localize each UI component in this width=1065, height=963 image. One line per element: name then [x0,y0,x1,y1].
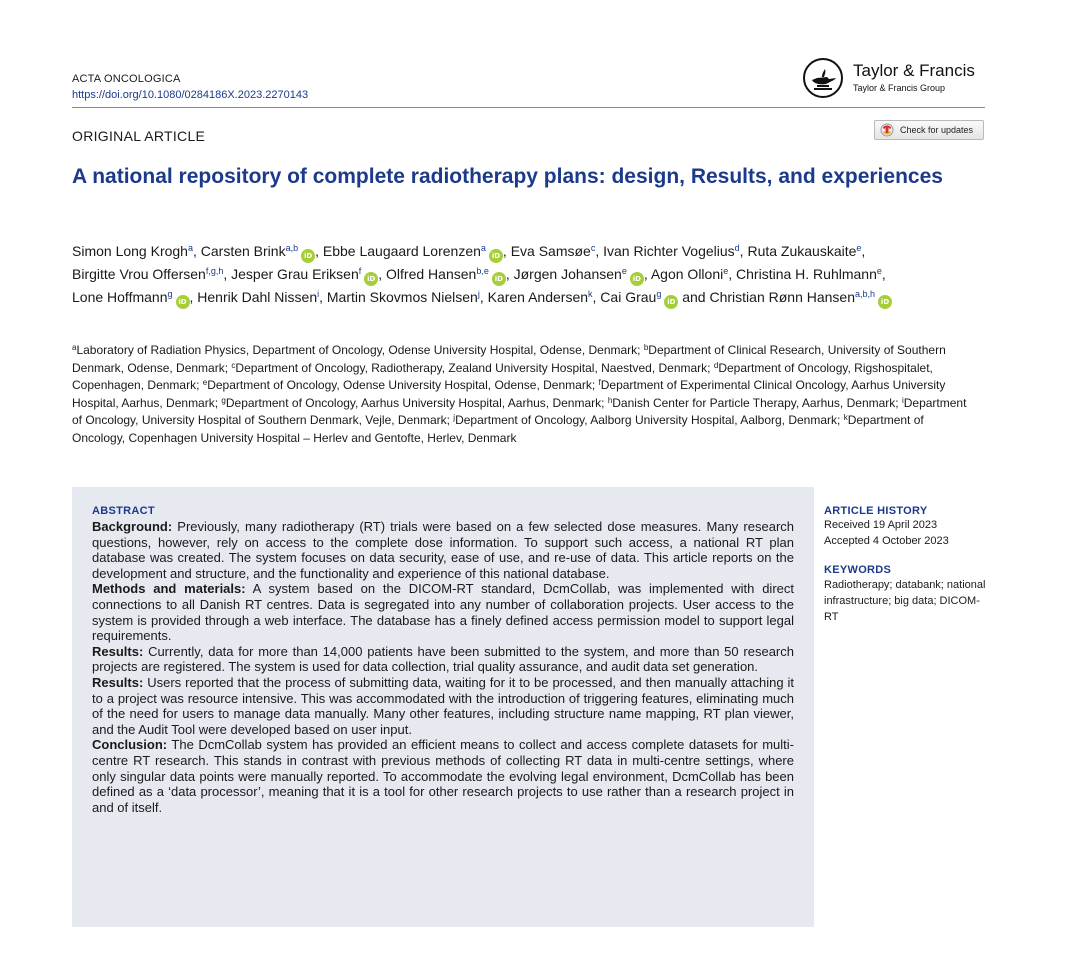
accepted-date: Accepted 4 October 2023 [824,535,949,547]
orcid-icon[interactable]: iD [176,295,190,309]
author-name: Birgitte Vrou Offersen [72,266,206,282]
orcid-icon[interactable]: iD [492,272,506,286]
author-affiliation-marker: e [856,243,862,253]
author-affiliation-marker: f [358,266,362,276]
author-name: Carsten Brink [200,243,286,259]
author [603,243,740,259]
author-name: Olfred Hansen [386,266,477,282]
author-list: Simon Long Krogh$^a$, Carsten Brink$^{a,b}$iD , Ebbe Laugaard Lorenzen$^a$iD , Eva Samsøe$^c$, Ivan Richter Vogelius$^d$, Ruta Zukauskaite$^e$, Birgitte Vrou Offersen$^{f,g,h}$, Jesper Grau Eriksen$^f$iD , Olfred Hansen$^{b,e}$iD , Jørgen Johansen$^e$iD , Agon Olloni$^e$, Christina H. Ruhlmann$^e$, Lone Hoffmann$^g$iD , Henrik Dahl Nissen$^i$, Martin Skovmos Nielsen$^j$, Karen Andersen$^k$, Cai Grau$^g$iD and Christian Rønn Hansen$^{a,b,h}$iD [72,240,977,309]
keywords-block [824,564,989,625]
affiliation-marker: g [221,395,226,405]
author-affiliation-marker: g [167,289,173,299]
author [327,289,480,305]
section-type: ORIGINAL ARTICLE [72,128,206,144]
author [72,289,190,305]
abstract-box [72,487,814,927]
orcid-icon[interactable]: iD [878,295,892,309]
author [709,289,892,305]
author-affiliation-marker: c [590,243,596,253]
affiliations [72,342,972,447]
author-affiliation-marker: f,g,h [205,266,224,276]
author-affiliation-marker: e [876,266,882,276]
affiliation-text: Department of Clinical Research, University of Southern Denmark, Odense, Denmark; [72,343,946,375]
article-sidebar [824,505,989,625]
publisher-group: Taylor & Francis Group [853,83,946,93]
author-affiliation-marker: b,e [476,266,489,276]
orcid-icon[interactable]: iD [664,295,678,309]
affiliation-marker: h [607,395,613,405]
author-affiliation-marker: e [621,266,627,276]
author-name: Jørgen Johansen [513,266,622,282]
affiliation-marker: a [72,343,77,352]
author-affiliation-marker: a,b [285,243,299,253]
author-name: Simon Long Krogh [72,243,188,259]
check-updates-icon [880,123,894,137]
affiliation-text: Department of Experimental Clinical Oncology, Aarhus University Hospital, Aarhus, Denmark; [72,378,946,410]
author [323,243,503,259]
author [201,243,315,259]
author [514,266,644,282]
author-name: Agon Olloni [650,266,724,282]
author [651,266,728,282]
author [488,289,593,305]
affiliation-text: Department of Oncology, Radiotherapy, Zealand University Hospital, Naestved, Denmark; [235,360,714,375]
author-affiliation-marker: g [656,289,662,299]
author [747,243,861,259]
affiliation-text: Department of Oncology, University Hospital of Southern Denmark, Vejle, Denmark; [72,395,967,427]
orcid-icon[interactable]: iD [489,249,503,263]
author-name: Lone Hoffmann [72,289,168,305]
author-affiliation-marker: a,b,h [855,289,876,299]
author [386,266,506,282]
affiliation-text: Department of Oncology, Rigshospitalet, Copenhagen, Denmark; [72,360,933,392]
author-name: Jesper Grau Eriksen [231,266,359,282]
author-affiliation-marker: k [588,289,593,299]
author [72,266,223,282]
author-name: Ivan Richter Vogelius [603,243,735,259]
author [736,266,882,282]
orcid-icon[interactable]: iD [301,249,315,263]
doi-link[interactable]: https://doi.org/10.1080/0284186X.2023.2270143 [72,89,309,101]
affiliation-text: Department of Oncology, Aalborg University Hospital, Aalborg, Denmark; [455,413,844,427]
orcid-icon[interactable]: iD [630,272,644,286]
author-affiliation-marker: a [187,243,193,253]
affiliation-text: Department of Oncology, Odense University Hospital, Odense, Denmark; [207,378,599,392]
affiliation-marker: i [901,395,904,405]
author [197,289,319,305]
abstract-results-1: Results: Currently, data for more than 14,000 patients have been submitted to the system, and more than 50 research projects are registered. The system is used for data collection, trial quality assurance, and audit data set generation. [92,643,794,675]
publisher-logo [803,58,993,102]
affiliation-text: Laboratory of Radiation Physics, Department of Oncology, Odense University Hospital, Odense, Denmark; [76,343,644,357]
author-name: Eva Samsøe [510,243,591,259]
author-name: Henrik Dahl Nissen [197,289,318,305]
abstract-results-2: Results: Users reported that the process of submitting data, waiting for it to be processed, and then manually attaching it to a project was resource intensive. This was accommodated with the introduction of triggering features, eliminating much of the need for users to manage data manually. Many other features, including structure name mapping, RT plan viewer, and the Audit Tool were developed based on user input. [92,674,794,737]
orcid-icon[interactable]: iD [364,272,378,286]
header-divider [72,107,985,108]
keywords-heading: KEYWORDS [824,564,892,576]
publisher-name: Taylor & Francis [853,61,975,80]
affiliation-marker: d [713,360,719,370]
author [511,243,596,259]
affiliation-text: Department of Oncology, Copenhagen University Hospital – Herlev and Gentofte, Herlev, Denmark [72,413,924,445]
author-affiliation-marker: e [723,266,729,276]
affiliation-marker: e [202,378,208,387]
check-for-updates-button[interactable] [874,120,984,140]
author-name: Martin Skovmos Nielsen [326,289,478,305]
abstract-heading: ABSTRACT [92,505,155,517]
affiliation-marker: f [598,378,601,387]
keywords-text: Radiotherapy; databank; national infrastructure; big data; DICOM-RT [824,579,986,623]
author-affiliation-marker: j [477,289,480,299]
author-name: Ruta Zukauskaite [747,243,857,259]
author-name: Christian Rønn Hansen [709,289,855,305]
author [231,266,378,282]
article-title: A national repository of complete radiotherapy plans: design, Results, and experiences [72,165,943,188]
author-affiliation-marker: i [317,289,320,299]
author [600,289,678,305]
author-name: Cai Grau [600,289,657,305]
author-name: Christina H. Ruhlmann [736,266,877,282]
affiliation-marker: j [453,413,456,422]
article-history-heading: ARTICLE HISTORY [824,505,928,517]
journal-name: ACTA ONCOLOGICA [72,73,181,85]
author-name: Karen Andersen [487,289,589,305]
received-date: Received 19 April 2023 [824,519,938,531]
affiliation-text: Danish Center for Particle Therapy, Aarhus, Denmark; [612,395,902,410]
affiliation-marker: c [231,360,236,370]
affiliation-marker: b [643,343,649,352]
abstract-conclusion: Conclusion: The DcmCollab system has provided an efficient means to collect and access complete datasets for multi-centre RT research. This stands in contrast with previous methods of collecting RT data in multi-centre settings, where only singular data points were manually reported. To accommodate the evolving legal environment, DcmCollab has been defined as a ‘data processor’, meaning that it is a tool for other research projects to use rather than a research project in and of itself. [92,737,794,815]
abstract-methods: Methods and materials: A system based on the DICOM-RT standard, DcmCollab, was implemented with direct connections to all Danish RT centres. Data is segregated into any number of collaboration projects. User access to the system is provided through a web interface. The database has a finely defined access permission model to support legal requirements. [92,581,794,644]
author-affiliation-marker: a [480,243,486,253]
affiliation-marker: k [843,413,848,422]
check-updates-label: Check for updates [900,125,974,135]
author-name: Ebbe Laugaard Lorenzen [322,243,481,259]
author [72,243,193,259]
affiliation-text: Department of Oncology, Aarhus University Hospital, Aarhus, Denmark; [225,395,608,410]
author-affiliation-marker: d [734,243,740,253]
lamp-icon [803,58,843,98]
abstract-background: Background: Previously, many radiotherapy (RT) trials were based on a few selected dose measures. Many research questions, however, rely on access to the complete dose information. To support such access, a national RT plan database was created. The system focuses on data security, ease of use, and re-use of data. This article reports on the development and structure, and the functionality and experience of this national database. [92,519,794,581]
